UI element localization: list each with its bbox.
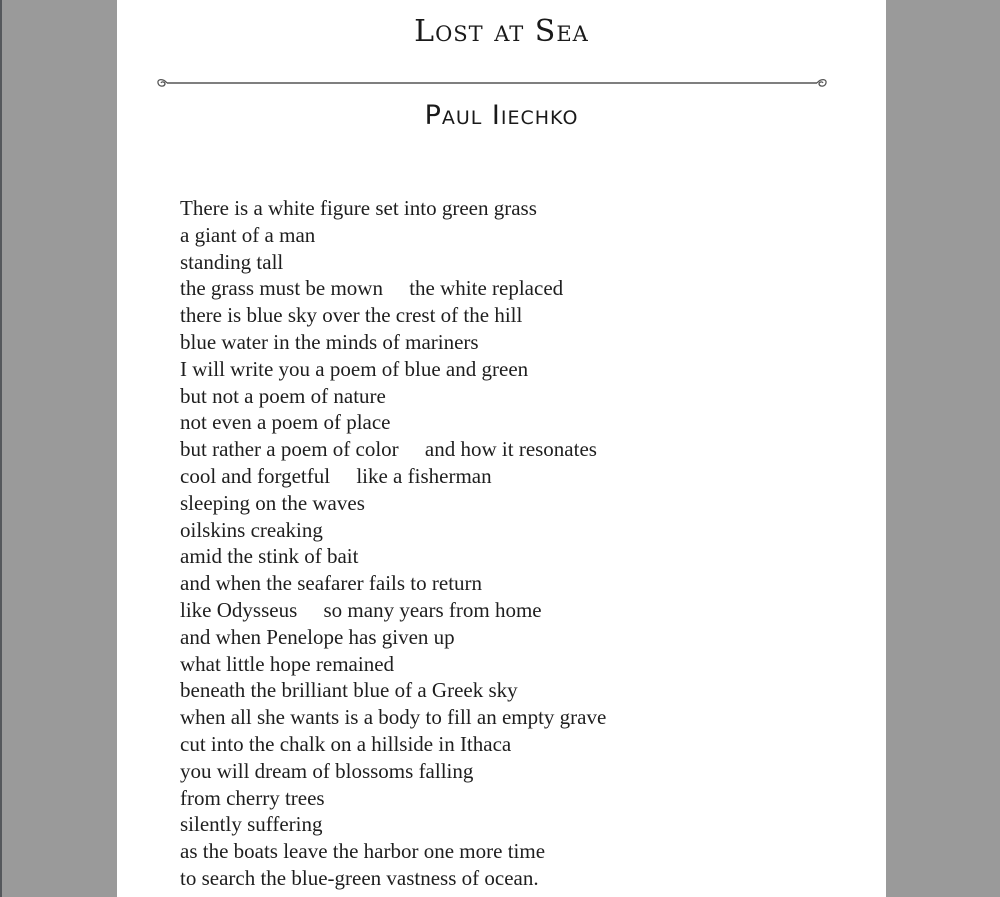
poem-author: Paul Iiechko [424,100,579,131]
poem-body [180,195,606,892]
poem-line: to search the blue-green vastness of ocean. [180,865,539,890]
poem-line: cut into the chalk on a hillside in Ithaca [180,731,512,756]
left-flourish-icon [158,80,167,87]
poem-line: silently suffering [180,812,323,837]
poem-line: there is blue sky over the crest of the hill [180,303,523,328]
poem-line: cool and forgetful like a fisherman [180,463,492,488]
poem-line: amid the stink of bait [180,544,359,569]
poem-line: beneath the brilliant blue of a Greek sky [180,678,518,703]
right-flourish-icon [817,80,826,87]
poem-line: what little hope remained [180,651,395,676]
poem-line: the grass must be mown the white replaced [180,276,564,301]
poem-line: but rather a poem of color and how it resonates [180,437,597,462]
poem-line: I will write you a poem of blue and green [180,356,529,381]
poem-line: blue water in the minds of mariners [180,329,479,354]
poem-line: sleeping on the waves [180,490,365,515]
poem-line: not even a poem of place [180,410,391,435]
poem-title: Lost at Sea [414,14,589,49]
poem-line: as the boats leave the harbor one more time [180,839,546,864]
poem-line: and when the seafarer fails to return [180,571,483,596]
poem-line: and when Penelope has given up [180,624,455,649]
poem-line: like Odysseus so many years from home [180,597,542,622]
poem-line: There is a white figure set into green grass [180,196,537,220]
poem-line: you will dream of blossoms falling [180,758,474,783]
poem-line: when all she wants is a body to fill an empty grave [180,705,607,730]
poem-line: standing tall [180,249,284,274]
document-page [117,0,886,897]
poem-line: but not a poem of nature [180,383,386,408]
window-edge [0,0,2,897]
ornamental-divider [155,73,829,93]
poem-line: from cherry trees [180,785,325,810]
poem-line: a giant of a man [180,222,316,247]
poem-line: oilskins creaking [180,517,323,542]
